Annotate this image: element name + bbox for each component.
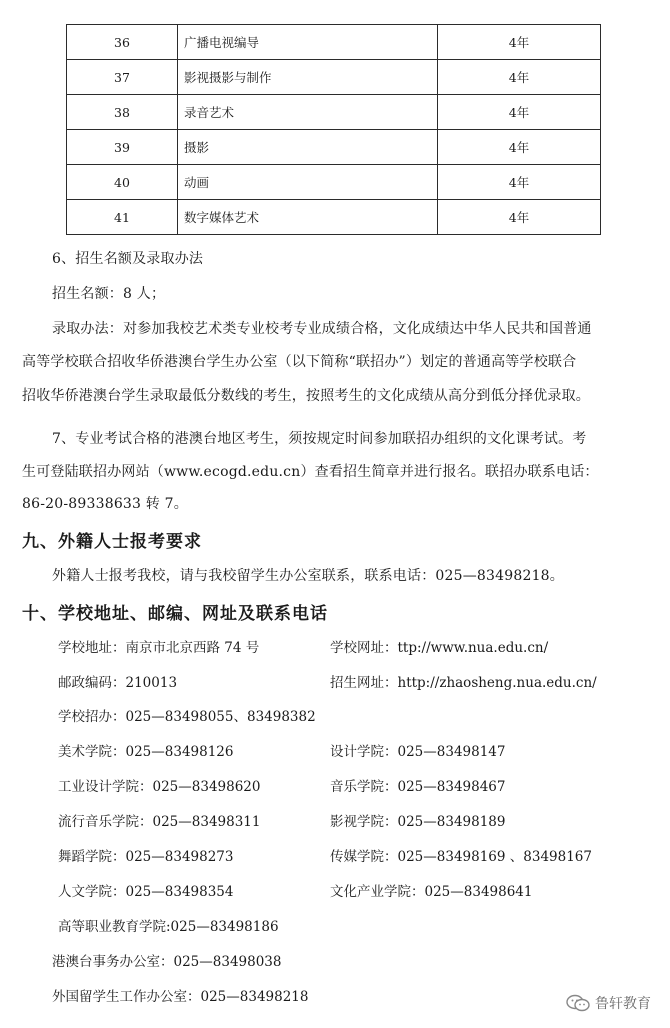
duration-cell: 4年 — [438, 60, 601, 95]
wechat-icon — [565, 994, 591, 1012]
admission-method-line-2: 高等学校联合招收华侨港澳台学生办公室（以下简称“联招办”）划定的普通高等学校联合 — [22, 354, 577, 370]
majors-table — [66, 24, 601, 235]
postcode: 邮政编码：210013 — [58, 675, 178, 691]
admission-office-phone: 学校招办：025—83498055、83498382 — [58, 709, 316, 725]
foreign-students-office-phone: 外国留学生工作办公室：025—83498218 — [52, 989, 309, 1005]
major-name-cell: 动画 — [178, 165, 438, 200]
section9-heading: 九、外籍人士报考要求 — [22, 532, 202, 552]
school-address: 学校地址：南京市北京西路 74 号 — [58, 640, 260, 656]
music-phone: 音乐学院：025—83498467 — [330, 779, 506, 795]
cultural-industry-phone: 文化产业学院：025—83498641 — [330, 884, 533, 900]
table-row — [67, 95, 601, 130]
major-number-cell: 36 — [67, 25, 178, 60]
major-number-cell: 38 — [67, 95, 178, 130]
table-row — [67, 25, 601, 60]
major-number-cell: 39 — [67, 130, 178, 165]
section9-text: 外籍人士报考我校，请与我校留学生办公室联系，联系电话：025—83498218。 — [52, 568, 564, 584]
major-name-cell: 数字媒体艺术 — [178, 200, 438, 235]
humanities-phone: 人文学院：025—83498354 — [58, 884, 234, 900]
section7-line-1: 7、专业考试合格的港澳台地区考生，须按规定时间参加联招办组织的文化课考试。考 — [52, 431, 587, 447]
fine-arts-phone: 美术学院：025—83498126 — [58, 744, 234, 760]
admission-website: 招生网址：http://zhaosheng.nua.edu.cn/ — [330, 675, 597, 691]
admission-method-line-1: 录取办法：对参加我校艺术类专业校考专业成绩合格，文化成绩达中华人民共和国普通 — [52, 321, 592, 337]
hk-mo-tw-office-phone: 港澳台事务办公室：025—83498038 — [52, 954, 282, 970]
pop-music-phone: 流行音乐学院：025—83498311 — [58, 814, 261, 830]
duration-cell: 4年 — [438, 165, 601, 200]
section7-line-2: 生可登陆联招办网站（www.ecogd.edu.cn）查看招生简章并进行报名。联招办联系电话： — [22, 464, 599, 480]
duration-cell: 4年 — [438, 200, 601, 235]
table-row — [67, 60, 601, 95]
section6-title: 6、招生名额及录取办法 — [52, 251, 204, 267]
table-row — [67, 130, 601, 165]
watermark — [565, 993, 651, 1013]
major-number-cell: 37 — [67, 60, 178, 95]
major-number-cell: 40 — [67, 165, 178, 200]
industrial-design-phone: 工业设计学院：025—83498620 — [58, 779, 261, 795]
duration-cell: 4年 — [438, 25, 601, 60]
duration-cell: 4年 — [438, 95, 601, 130]
major-name-cell: 影视摄影与制作 — [178, 60, 438, 95]
vocational-phone: 高等职业教育学院:025—83498186 — [58, 919, 279, 935]
section7-line-3: 86-20-89338633 转 7。 — [22, 496, 188, 512]
majors-table-body — [67, 25, 601, 235]
major-name-cell: 广播电视编导 — [178, 25, 438, 60]
major-number-cell: 41 — [67, 200, 178, 235]
admission-method-line-3: 招收华侨港澳台学生录取最低分数线的考生，按照考生的文化成绩从高分到低分择优录取。 — [22, 388, 590, 404]
school-website: 学校网址：ttp://www.nua.edu.cn/ — [330, 640, 549, 656]
duration-cell: 4年 — [438, 130, 601, 165]
media-phone: 传媒学院：025—83498169 、83498167 — [330, 849, 592, 865]
section10-heading: 十、学校地址、邮编、网址及联系电话 — [22, 604, 328, 624]
table-row — [67, 200, 601, 235]
table-row — [67, 165, 601, 200]
film-phone: 影视学院：025—83498189 — [330, 814, 506, 830]
dance-phone: 舞蹈学院：025—83498273 — [58, 849, 234, 865]
major-name-cell: 录音艺术 — [178, 95, 438, 130]
watermark-text: 鲁轩教育 — [595, 996, 651, 1012]
major-name-cell: 摄影 — [178, 130, 438, 165]
design-phone: 设计学院：025—83498147 — [330, 744, 506, 760]
quota-text: 招生名额：8 人； — [52, 286, 166, 302]
